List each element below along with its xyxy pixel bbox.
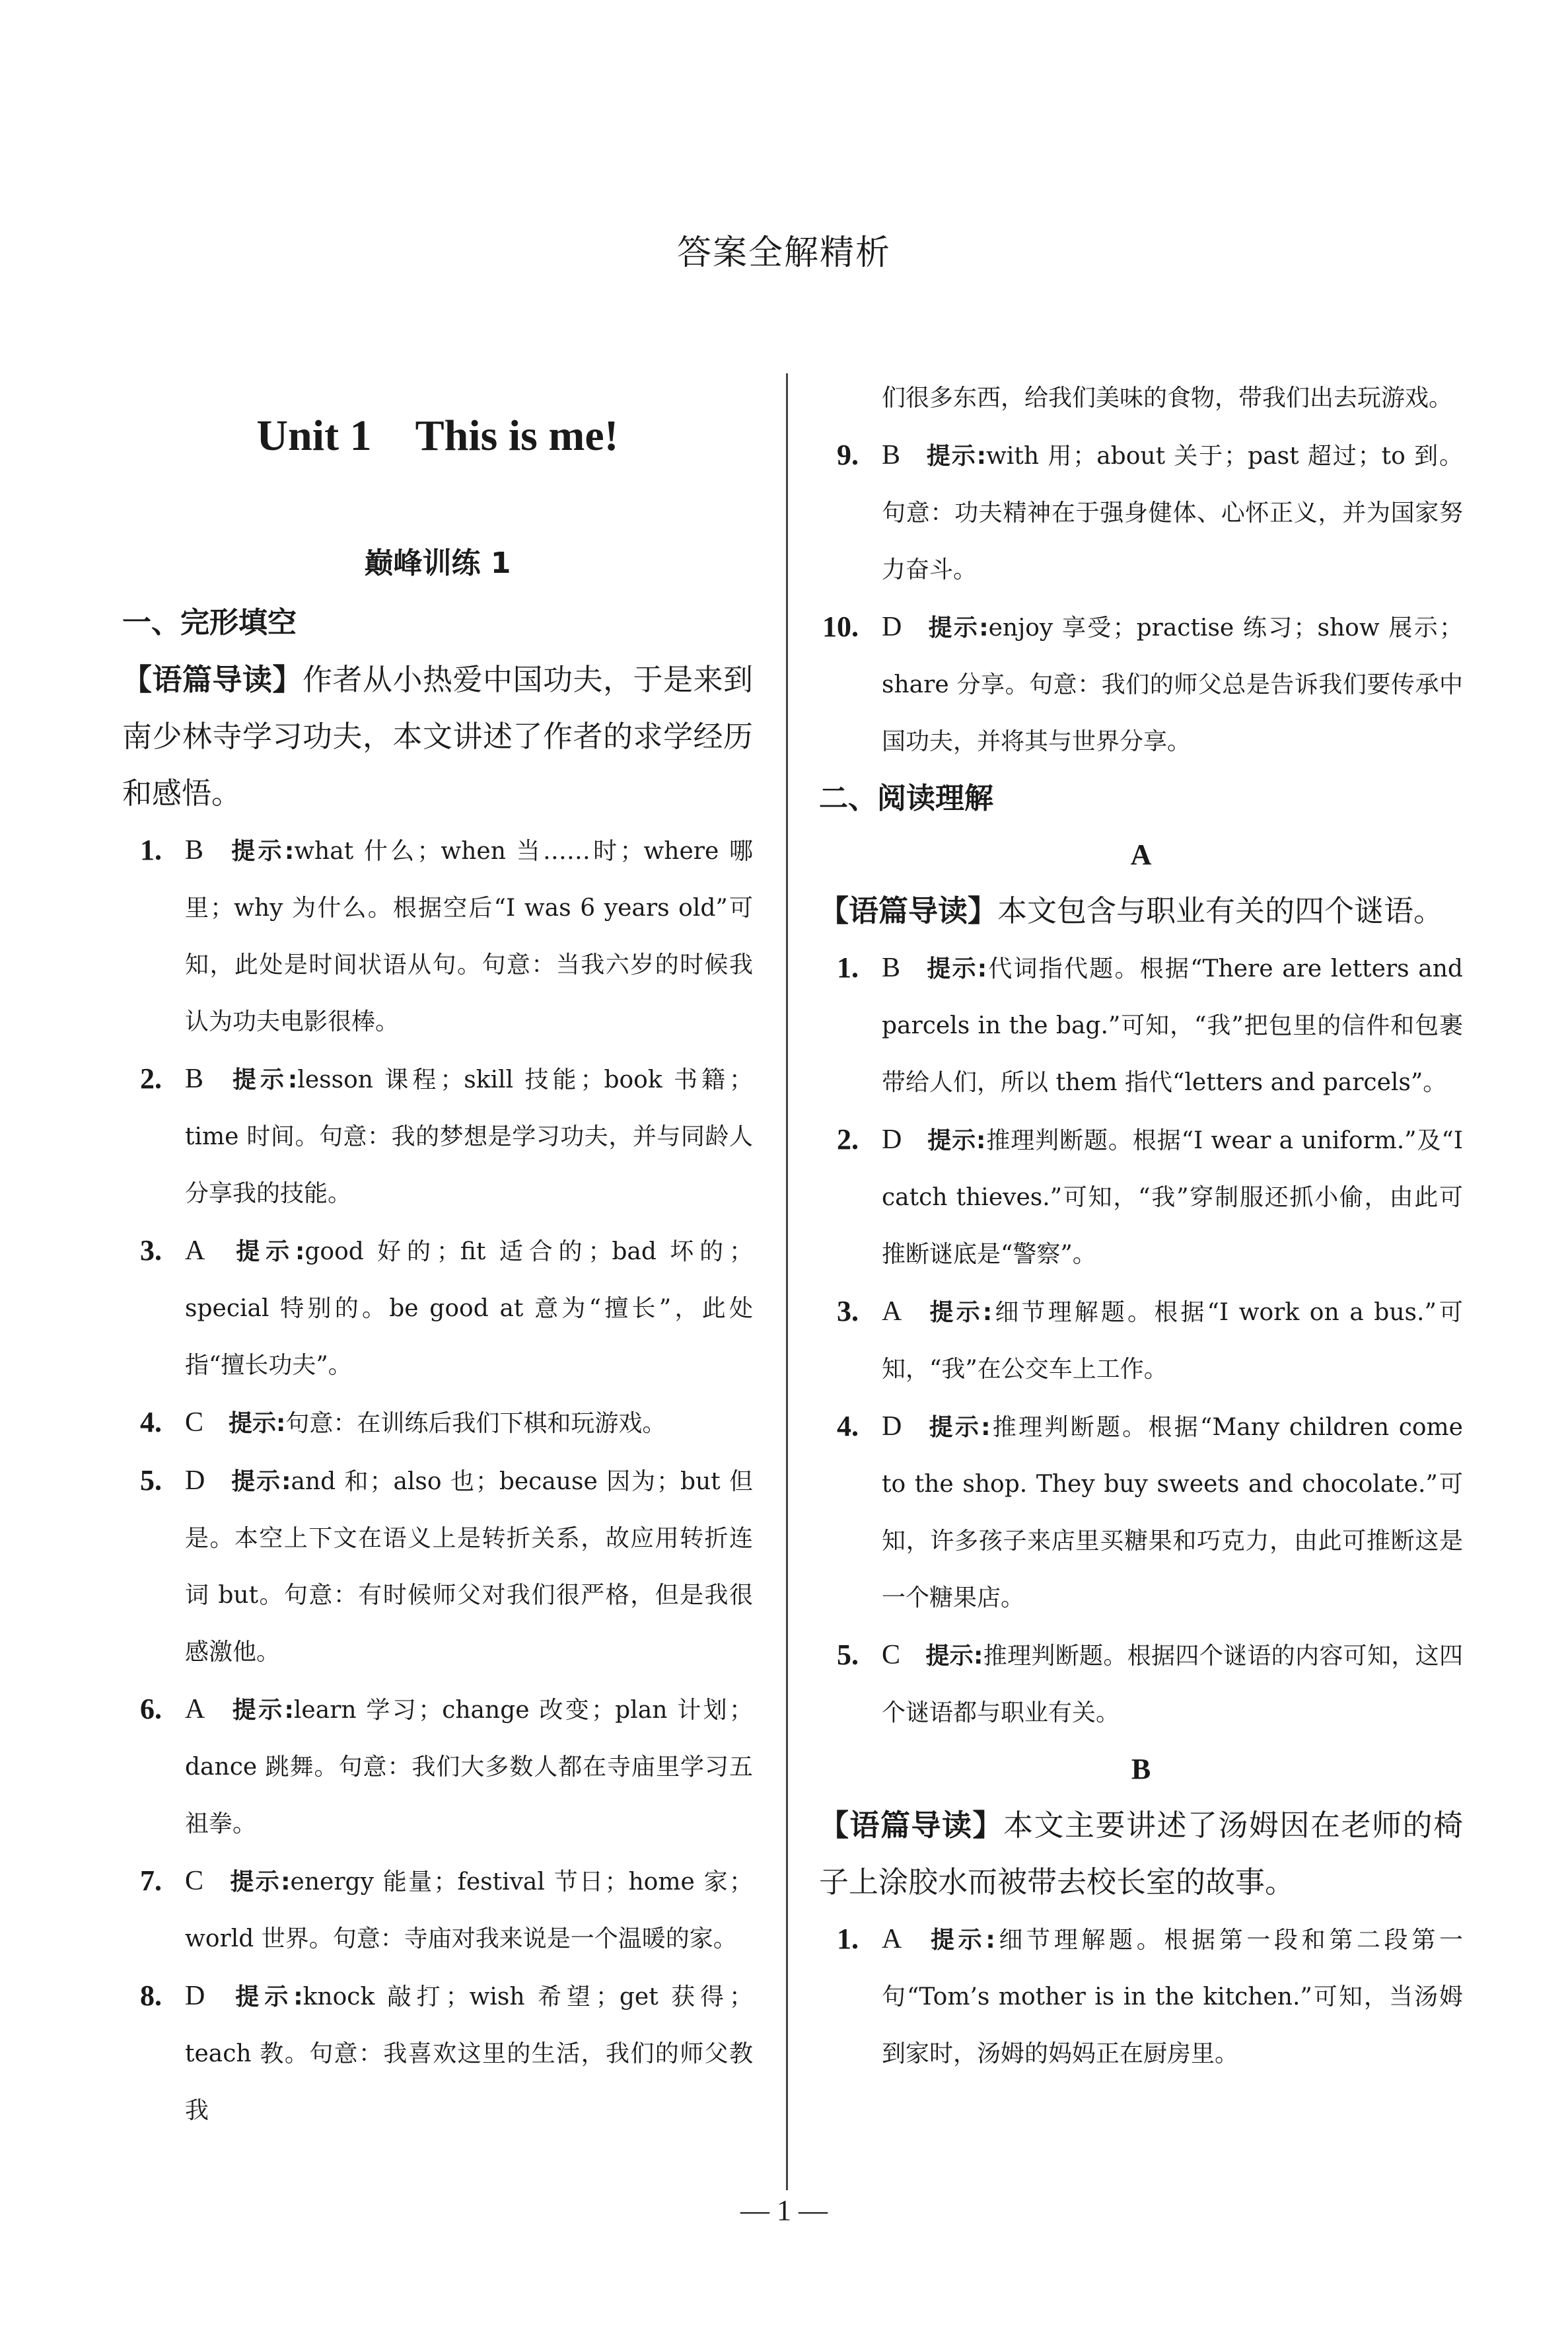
section-subtitle: 巅峰训练 1: [364, 546, 511, 580]
answer-letter: B: [185, 835, 204, 866]
item-number: 1.: [837, 1923, 859, 1955]
answer-item: [122, 1681, 753, 1853]
answer-letter: D: [185, 1981, 205, 2011]
explanation: energy 能量；festival 节日；home 家；world 世界。句意：寺庙对我来说是一个温暖的家。: [185, 1868, 753, 1952]
explanation: 推理判断题。根据“I wear a uniform.”及“I catch thieves.”可知，“我”穿制服还抓小偷，由此可推断谜底是“警察”。: [882, 1127, 1463, 1268]
explanation: 细节理解题。根据“I work on a bus.”可知，“我”在公交车上工作。: [882, 1299, 1463, 1383]
item-number: 9.: [837, 439, 859, 471]
explanation-continued: 们很多东西，给我们美味的食物，带我们出去玩游戏。: [882, 385, 1453, 412]
part-heading-b: B: [1131, 1753, 1151, 1785]
item-number: 5.: [140, 1464, 162, 1496]
reading-intro: [122, 651, 753, 822]
item-number: 3.: [837, 1295, 859, 1327]
answer-item: [819, 940, 1463, 1111]
left-column: [122, 400, 753, 2139]
answer-letter: D: [185, 1465, 205, 1496]
answer-letter: A: [882, 1924, 902, 1954]
item-number: 1.: [837, 951, 859, 984]
answer-letter: C: [882, 1640, 901, 1670]
item-number: 2.: [837, 1123, 859, 1156]
item-number: 6.: [140, 1693, 162, 1725]
answer-list: [122, 822, 753, 2139]
item-number: 10.: [822, 610, 859, 643]
explanation: and 和；also 也；because 因为；but 但是。本空上下文在语义上是转折关系，故应用转折连词 but。句意：有时候师父对我们很严格，但是我很感激他。: [185, 1468, 753, 1666]
answer-letter: A: [185, 1694, 205, 1724]
intro-tag: 【语篇导读】: [122, 662, 303, 697]
hint-label: 提示:: [927, 1299, 993, 1326]
answer-letter: C: [185, 1407, 204, 1438]
answer-letter: D: [882, 1125, 902, 1155]
explanation: knock 敲打；wish 希望；get 获得；teach 教。句意：我喜欢这里的生活，我们的师父教我: [185, 1983, 753, 2124]
answer-letter: B: [882, 440, 901, 470]
hint-label: 提示:: [230, 1468, 291, 1495]
answer-item: [122, 1394, 753, 1452]
hint-label: 提示:: [927, 1414, 991, 1441]
item-number: 2.: [140, 1062, 162, 1095]
column-divider: [786, 373, 788, 2190]
section-heading-cloze: 一、完形填空: [122, 606, 297, 640]
hint-label: 提示:: [925, 1642, 983, 1670]
item-number: 5.: [837, 1639, 859, 1671]
answer-item: [122, 1452, 753, 1681]
answer-item: [819, 427, 1463, 599]
answer-letter: A: [185, 1236, 205, 1266]
page-number: — 1 —: [740, 2194, 828, 2227]
answer-item: [122, 1853, 753, 1968]
hint-label: 提示:: [230, 1238, 305, 1265]
explanation: 细节理解题。根据第一段和第二段第一句“Tom’s mother is in the kitchen.”可知，当汤姆到家时，汤姆的妈妈正在厨房里。: [882, 1927, 1463, 2067]
explanation: learn 学习；change 改变；plan 计划；dance 跳舞。句意：我们大多数人都在寺庙里学习五祖拳。: [185, 1697, 753, 1837]
explanation: what 什么；when 当……时；where 哪里；why 为什么。根据空后“I was 6 years old”可知，此处是时间状语从句。句意：当我六岁的时候我认为功夫电影很棒。: [185, 838, 753, 1035]
hint-label: 提示:: [927, 614, 989, 642]
item-number: 4.: [140, 1406, 162, 1438]
right-column: [819, 370, 1463, 2083]
answer-letter: C: [185, 1866, 204, 1896]
unit-title: Unit 1 This is me!: [256, 412, 619, 460]
intro-text: 本文主要讲述了汤姆因在老师的椅子上涂胶水而被带去校长室的故事。: [819, 1808, 1463, 1900]
explanation: 推理判断题。根据四个谜语的内容可知，这四个谜语都与职业有关。: [882, 1642, 1463, 1726]
section-heading-reading: 二、阅读理解: [819, 782, 993, 815]
hint-label: 提示:: [229, 1410, 286, 1437]
part-heading-a: A: [1130, 838, 1152, 871]
answer-item: [122, 822, 753, 1051]
explanation: 句意：在训练后我们下棋和玩游戏。: [285, 1410, 666, 1437]
answer-item: [819, 1398, 1463, 1627]
intro-text: 本文包含与职业有关的四个谜语。: [997, 893, 1444, 928]
page-title: 答案全解精析: [676, 233, 891, 273]
answer-item: [122, 1051, 753, 1222]
answer-letter: A: [882, 1296, 902, 1327]
answer-letter: B: [882, 953, 901, 983]
answer-item: [122, 1968, 753, 2139]
explanation: 代词指代题。根据“There are letters and parcels in the bag.”可知，“我”把包里的信件和包裹带给人们，所以 them 指代“letters and parcels”。: [882, 955, 1463, 1096]
item-number: 7.: [140, 1864, 162, 1897]
hint-label: 提示:: [229, 838, 295, 865]
explanation: lesson 课程；skill 技能；book 书籍；time 时间。句意：我的梦想是学习功夫，并与同龄人分享我的技能。: [185, 1066, 753, 1207]
answer-item: [819, 599, 1463, 770]
item-number: 4.: [837, 1410, 859, 1442]
answer-item: [819, 1111, 1463, 1283]
explanation: with 用；about 关于；past 超过；to 到。句意：功夫精神在于强身健体、心怀正义，并为国家努力奋斗。: [882, 443, 1463, 583]
answer-item: [819, 1911, 1463, 2083]
intro-text: 作者从小热爱中国功夫，于是来到南少林寺学习功夫，本文讲述了作者的求学经历和感悟。: [122, 662, 753, 811]
answer-letter: D: [882, 612, 902, 642]
hint-label: 提示:: [927, 1127, 986, 1154]
explanation: 推理判断题。根据“Many children come to the shop. They buy sweets and chocolate.”可知，许多孩子来店里买糖果和巧克力，由此可推断这是一个糖果店。: [882, 1414, 1463, 1611]
hint-label: 提示:: [925, 443, 987, 470]
item-number: 1.: [140, 834, 162, 866]
hint-label: 提示:: [229, 1066, 298, 1093]
answer-letter: D: [882, 1411, 902, 1442]
hint-label: 提示:: [229, 1868, 291, 1896]
reading-intro: [819, 883, 1463, 940]
hint-label: 提示:: [230, 1697, 294, 1724]
explanation: enjoy 享受；practise 练习；show 展示；share 分享。句意：我们的师父总是告诉我们要传承中国功夫，并将其与世界分享。: [882, 614, 1463, 755]
reading-intro: [819, 1797, 1463, 1911]
intro-tag: 【语篇导读】: [819, 893, 998, 928]
answer-item: [819, 1283, 1463, 1398]
explanation: good 好的；fit 适合的；bad 坏的；special 特别的。be good at 意为“擅长”，此处指“擅长功夫”。: [185, 1238, 753, 1379]
answer-letter: B: [185, 1064, 204, 1094]
item-number: 8.: [140, 1979, 162, 2012]
hint-label: 提示:: [925, 955, 987, 982]
answer-item: [819, 1627, 1463, 1742]
hint-label: 提示:: [230, 1983, 303, 2011]
item-number: 3.: [140, 1234, 162, 1267]
intro-tag: 【语篇导读】: [819, 1808, 1003, 1843]
answer-item: [122, 1222, 753, 1394]
hint-label: 提示:: [927, 1927, 995, 1954]
